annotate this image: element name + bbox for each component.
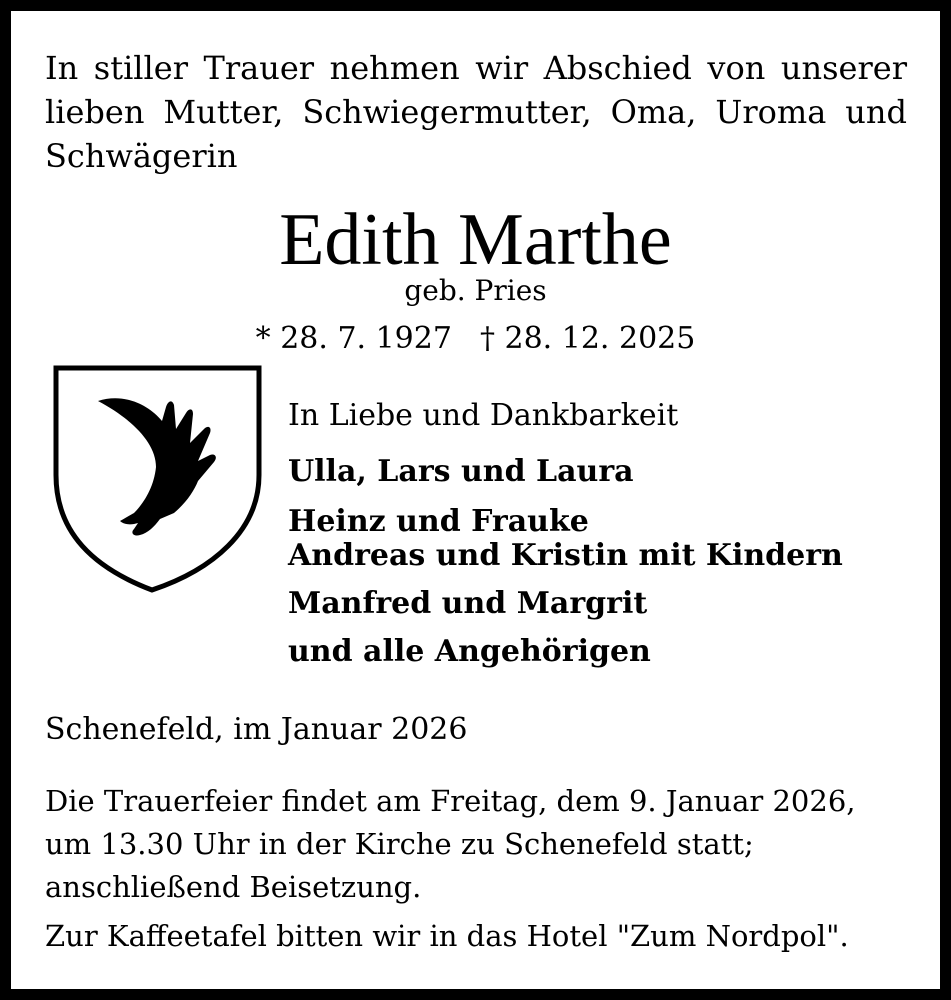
intro-text: In stiller Trauer nehmen wir Abschied von unserer lieben Mutter, Schwiegermutter, Oma, Uroma und Schwägerin [45, 49, 907, 175]
birth-date: * 28. 7. 1927 [255, 321, 452, 356]
mourner-line: Heinz und Frauke [288, 504, 589, 539]
mourner-line: Manfred und Margrit [288, 586, 648, 621]
mourner-line: Ulla, Lars und Laura [288, 454, 634, 489]
love-line: In Liebe und Dankbarkeit [288, 398, 679, 433]
mourner-line: und alle Angehörigen [288, 634, 651, 669]
place-date: Schenefeld, im Januar 2026 [45, 712, 468, 747]
coffee-text: Zur Kaffeetafel bitten wir in das Hotel "Zum Nordpol". [45, 919, 849, 953]
life-dates [0, 319, 951, 359]
death-date: † 28. 12. 2025 [479, 321, 696, 356]
mourner-line: Andreas und Kristin mit Kindern [288, 538, 843, 573]
deceased-name: Edith Marthe [279, 199, 672, 281]
coat-of-arms-antler-icon [52, 363, 264, 595]
service-text: Die Trauerfeier findet am Freitag, dem 9. Januar 2026, um 13.30 Uhr in der Kirche zu Schenefeld statt; anschließend Beisetzung. [45, 784, 856, 904]
maiden-name: geb. Pries [404, 274, 547, 307]
